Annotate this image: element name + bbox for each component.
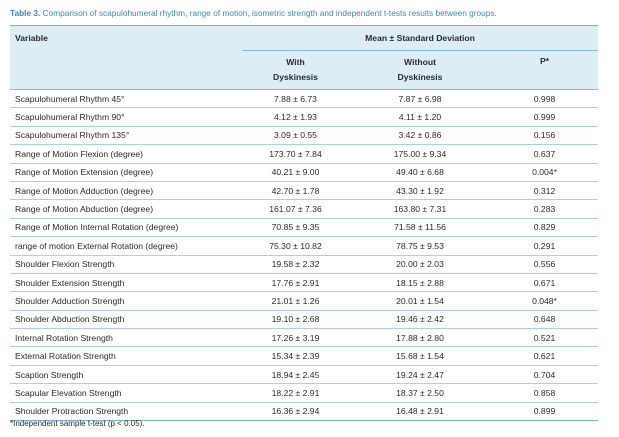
cell-p-value: 0.521 bbox=[491, 329, 598, 347]
table-row bbox=[10, 163, 598, 181]
cell-p-value: 0.291 bbox=[491, 237, 598, 255]
cell-with-dyskinesis: 7.88 ± 6.73 bbox=[242, 90, 349, 108]
cell-variable: Scapulohumeral Rhythm 135° bbox=[10, 126, 242, 144]
header-without-line2: Dyskinesis bbox=[397, 72, 443, 82]
cell-p-value: 0.283 bbox=[491, 200, 598, 218]
cell-variable: Range of Motion Internal Rotation (degree) bbox=[10, 218, 242, 236]
table-row bbox=[10, 90, 598, 108]
cell-with-dyskinesis: 42.70 ± 1.78 bbox=[242, 181, 349, 199]
header-without-line1: Without bbox=[404, 57, 436, 67]
cell-without-dyskinesis: 19.24 ± 2.47 bbox=[349, 365, 491, 383]
header-p-value: P* bbox=[491, 51, 598, 90]
cell-p-value: 0.671 bbox=[491, 273, 598, 291]
cell-without-dyskinesis: 78.75 ± 9.53 bbox=[349, 237, 491, 255]
table-row bbox=[10, 126, 598, 144]
table-row bbox=[10, 181, 598, 199]
cell-variable: Range of Motion Flexion (degree) bbox=[10, 145, 242, 163]
cell-variable: Internal Rotation Strength bbox=[10, 329, 242, 347]
cell-with-dyskinesis: 161.07 ± 7.36 bbox=[242, 200, 349, 218]
cell-p-value: 0.899 bbox=[491, 402, 598, 420]
cell-variable: Scapulohumeral Rhythm 90° bbox=[10, 108, 242, 126]
cell-with-dyskinesis: 17.26 ± 3.19 bbox=[242, 329, 349, 347]
cell-without-dyskinesis: 71.58 ± 11.56 bbox=[349, 218, 491, 236]
cell-p-value: 0.004* bbox=[491, 163, 598, 181]
cell-with-dyskinesis: 18.22 ± 2.91 bbox=[242, 384, 349, 402]
cell-without-dyskinesis: 4.11 ± 1.20 bbox=[349, 108, 491, 126]
cell-without-dyskinesis: 7.87 ± 6.98 bbox=[349, 90, 491, 108]
cell-p-value: 0.648 bbox=[491, 310, 598, 328]
results-table bbox=[10, 25, 598, 421]
cell-variable: Scapulohumeral Rhythm 45° bbox=[10, 90, 242, 108]
cell-without-dyskinesis: 15.68 ± 1.54 bbox=[349, 347, 491, 365]
cell-without-dyskinesis: 16.48 ± 2.91 bbox=[349, 402, 491, 420]
cell-with-dyskinesis: 70.85 ± 9.35 bbox=[242, 218, 349, 236]
header-row-2 bbox=[10, 51, 598, 90]
cell-p-value: 0.156 bbox=[491, 126, 598, 144]
cell-without-dyskinesis: 18.37 ± 2.50 bbox=[349, 384, 491, 402]
table-row bbox=[10, 108, 598, 126]
table-row bbox=[10, 310, 598, 328]
cell-p-value: 0.858 bbox=[491, 384, 598, 402]
cell-p-value: 0.621 bbox=[491, 347, 598, 365]
cell-p-value: 0.048* bbox=[491, 292, 598, 310]
table-row bbox=[10, 347, 598, 365]
table-footnote: *Independent sample t-test (p < 0.05). bbox=[10, 419, 145, 428]
cell-variable: Scapular Elevation Strength bbox=[10, 384, 242, 402]
table-row bbox=[10, 255, 598, 273]
header-empty bbox=[10, 51, 242, 90]
header-variable: Variable bbox=[10, 26, 242, 51]
table-row bbox=[10, 292, 598, 310]
cell-without-dyskinesis: 18.15 ± 2.88 bbox=[349, 273, 491, 291]
cell-p-value: 0.556 bbox=[491, 255, 598, 273]
table-row bbox=[10, 384, 598, 402]
cell-variable: Range of Motion Abduction (degree) bbox=[10, 200, 242, 218]
cell-without-dyskinesis: 163.80 ± 7.31 bbox=[349, 200, 491, 218]
cell-with-dyskinesis: 17.76 ± 2.91 bbox=[242, 273, 349, 291]
cell-without-dyskinesis: 20.01 ± 1.54 bbox=[349, 292, 491, 310]
cell-p-value: 0.829 bbox=[491, 218, 598, 236]
cell-variable: Shoulder Protraction Strength bbox=[10, 402, 242, 420]
cell-with-dyskinesis: 16.36 ± 2.94 bbox=[242, 402, 349, 420]
cell-with-dyskinesis: 173.70 ± 7.84 bbox=[242, 145, 349, 163]
header-row-1 bbox=[10, 26, 598, 51]
cell-with-dyskinesis: 18.94 ± 2.45 bbox=[242, 365, 349, 383]
table-row bbox=[10, 365, 598, 383]
cell-without-dyskinesis: 3.42 ± 0.86 bbox=[349, 126, 491, 144]
table-row bbox=[10, 145, 598, 163]
cell-with-dyskinesis: 15.34 ± 2.39 bbox=[242, 347, 349, 365]
header-with-line2: Dyskinesis bbox=[273, 72, 318, 82]
cell-variable: Shoulder Flexion Strength bbox=[10, 255, 242, 273]
cell-with-dyskinesis: 21.01 ± 1.26 bbox=[242, 292, 349, 310]
table-caption-label: Table 3. bbox=[10, 8, 41, 18]
header-with-line1: With bbox=[286, 57, 305, 67]
cell-p-value: 0.999 bbox=[491, 108, 598, 126]
cell-without-dyskinesis: 175.00 ± 9.34 bbox=[349, 145, 491, 163]
cell-variable: Shoulder Abduction Strength bbox=[10, 310, 242, 328]
table-row bbox=[10, 329, 598, 347]
table-body bbox=[10, 90, 598, 421]
table-caption-text: Comparison of scapulohumeral rhythm, range of motion, isometric strength and independent t-tests results between groups. bbox=[40, 8, 497, 18]
cell-variable: Shoulder Adduction Strength bbox=[10, 292, 242, 310]
cell-without-dyskinesis: 20.00 ± 2.03 bbox=[349, 255, 491, 273]
cell-p-value: 0.637 bbox=[491, 145, 598, 163]
cell-with-dyskinesis: 40.21 ± 9.00 bbox=[242, 163, 349, 181]
cell-variable: Scaption Strength bbox=[10, 365, 242, 383]
cell-with-dyskinesis: 19.10 ± 2.68 bbox=[242, 310, 349, 328]
table-row bbox=[10, 273, 598, 291]
header-mean-sd: Mean ± Standard Deviation bbox=[242, 26, 598, 51]
cell-variable: External Rotation Strength bbox=[10, 347, 242, 365]
cell-with-dyskinesis: 19.58 ± 2.32 bbox=[242, 255, 349, 273]
cell-without-dyskinesis: 17.88 ± 2.80 bbox=[349, 329, 491, 347]
table-row bbox=[10, 402, 598, 420]
cell-p-value: 0.312 bbox=[491, 181, 598, 199]
header-with-dyskinesis bbox=[242, 51, 349, 90]
cell-with-dyskinesis: 75.30 ± 10.82 bbox=[242, 237, 349, 255]
cell-with-dyskinesis: 4.12 ± 1.93 bbox=[242, 108, 349, 126]
cell-p-value: 0.998 bbox=[491, 90, 598, 108]
table-row bbox=[10, 200, 598, 218]
cell-variable: range of motion External Rotation (degree) bbox=[10, 237, 242, 255]
cell-variable: Range of Motion Adduction (degree) bbox=[10, 181, 242, 199]
cell-without-dyskinesis: 49.40 ± 6.68 bbox=[349, 163, 491, 181]
cell-without-dyskinesis: 43.30 ± 1.92 bbox=[349, 181, 491, 199]
table-caption bbox=[10, 8, 610, 18]
table-row bbox=[10, 237, 598, 255]
cell-without-dyskinesis: 19.46 ± 2.42 bbox=[349, 310, 491, 328]
cell-variable: Shoulder Extension Strength bbox=[10, 273, 242, 291]
cell-variable: Range of Motion Extension (degree) bbox=[10, 163, 242, 181]
cell-p-value: 0.704 bbox=[491, 365, 598, 383]
table-row bbox=[10, 218, 598, 236]
header-without-dyskinesis bbox=[349, 51, 491, 90]
cell-with-dyskinesis: 3.09 ± 0.55 bbox=[242, 126, 349, 144]
